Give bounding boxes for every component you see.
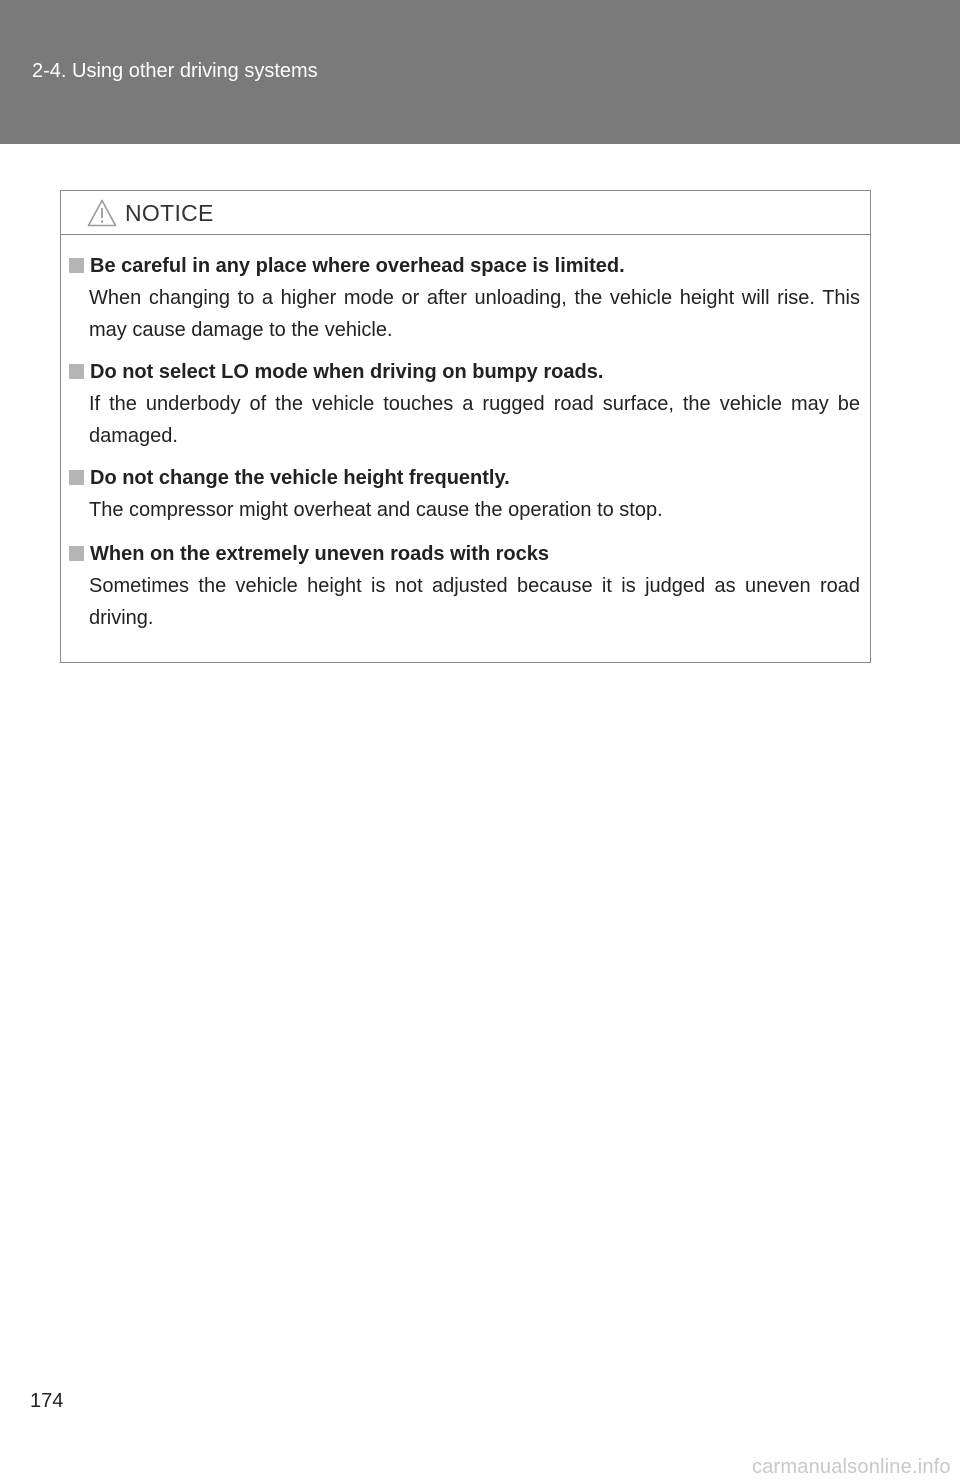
notice-item-heading xyxy=(69,361,860,389)
notice-header xyxy=(61,191,870,235)
warning-triangle-icon xyxy=(87,199,117,227)
bullet-square-icon xyxy=(69,258,84,273)
section-title: 2-4. Using other driving systems xyxy=(32,60,318,82)
notice-item-heading-text: When on the extremely uneven roads with rocks xyxy=(90,543,550,565)
notice-item-heading-text: Do not change the vehicle height frequently. xyxy=(90,467,510,489)
notice-item-heading-text: Do not select LO mode when driving on bumpy roads. xyxy=(90,361,604,383)
notice-item-heading xyxy=(69,467,860,495)
notice-item-body: When changing to a higher mode or after unloading, the vehicle height will rise. This may cause damage to the vehicle. xyxy=(89,287,860,341)
bullet-square-icon xyxy=(69,546,84,561)
watermark: carmanualsonline.info xyxy=(752,1456,951,1478)
notice-item-heading xyxy=(69,255,860,283)
notice-item-heading xyxy=(69,543,860,571)
bullet-square-icon xyxy=(69,470,84,485)
page-header-bar xyxy=(0,0,960,144)
notice-item-body: Sometimes the vehicle height is not adjusted because it is judged as uneven road driving. xyxy=(89,575,860,629)
notice-title: NOTICE xyxy=(125,200,214,226)
notice-box xyxy=(60,190,871,663)
notice-item-body: If the underbody of the vehicle touches a rugged road surface, the vehicle may be damaged. xyxy=(89,393,860,447)
notice-item-heading-text: Be careful in any place where overhead space is limited. xyxy=(90,255,625,277)
bullet-square-icon xyxy=(69,364,84,379)
page-number: 174 xyxy=(30,1390,64,1412)
notice-item-body: The compressor might overheat and cause the operation to stop. xyxy=(89,499,663,521)
